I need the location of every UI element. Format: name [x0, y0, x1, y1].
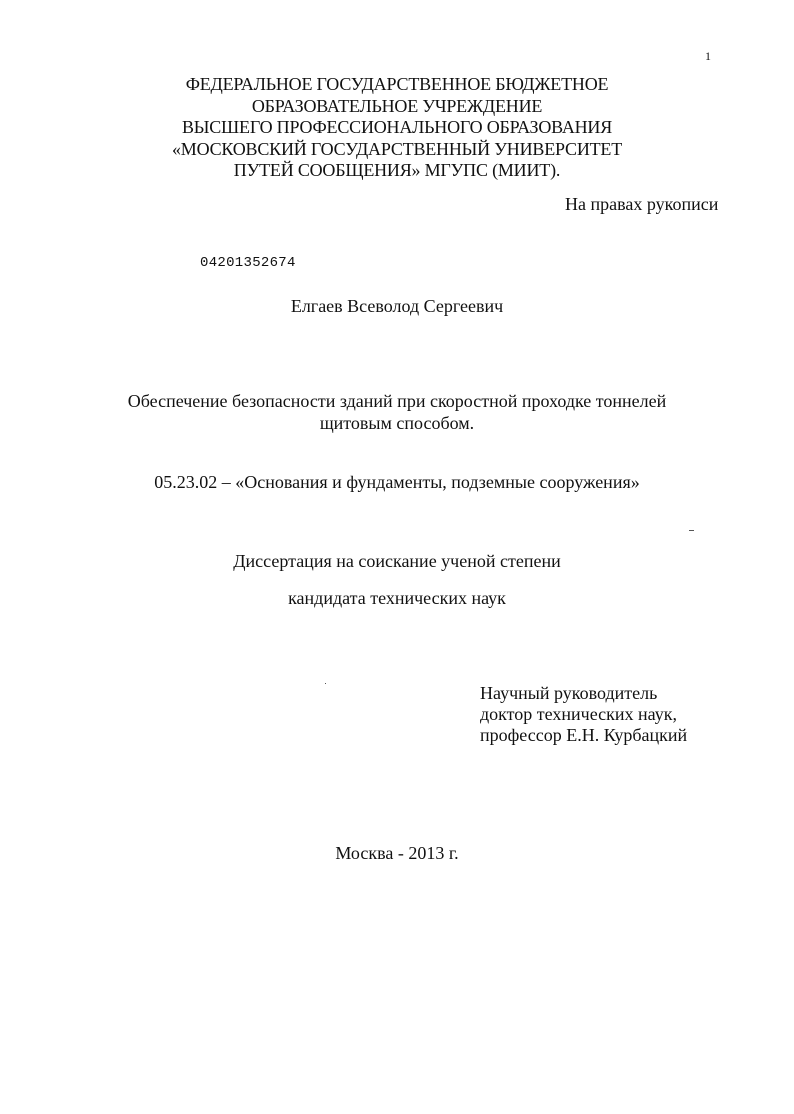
- rights-note: На правах рукописи: [565, 194, 719, 214]
- page-number: 1: [705, 49, 711, 63]
- title-line: щитовым способом.: [319, 413, 475, 433]
- supervisor-block: [480, 683, 687, 746]
- organization-header: [0, 74, 794, 182]
- registry-code: 04201352674: [200, 255, 296, 271]
- organization-line: ФЕДЕРАЛЬНОЕ ГОСУДАРСТВЕННОЕ БЮДЖЕТНОЕ: [185, 74, 609, 94]
- author-name: Елгаев Всеволод Сергеевич: [290, 296, 504, 316]
- organization-line: ОБРАЗОВАТЕЛЬНОЕ УЧРЕЖДЕНИЕ: [251, 95, 543, 116]
- specialty-code: 05.23.02 – «Основания и фундаменты, подземные сооружения»: [154, 472, 640, 492]
- city-year: Москва - 2013 г.: [335, 843, 459, 863]
- supervisor-line: профессор Е.Н. Курбацкий: [480, 725, 688, 745]
- supervisor-line: доктор технических наук,: [480, 704, 677, 724]
- organization-line: ВЫСШЕГО ПРОФЕССИОНАЛЬНОГО ОБРАЗОВАНИЯ: [181, 117, 613, 137]
- scan-speck: [689, 530, 694, 531]
- degree-line-2: кандидата технических наук: [288, 588, 506, 608]
- degree-line-1: Диссертация на соискание ученой степени: [233, 551, 561, 571]
- title-line: Обеспечение безопасности зданий при скоростной проходке тоннелей: [127, 391, 667, 411]
- supervisor-line: Научный руководитель: [480, 683, 658, 703]
- scan-speck: [325, 683, 326, 684]
- organization-line: ПУТЕЙ СООБЩЕНИЯ» МГУПС (МИИТ).: [233, 160, 561, 180]
- organization-line: «МОСКОВСКИЙ ГОСУДАРСТВЕННЫЙ УНИВЕРСИТЕТ: [171, 138, 623, 159]
- dissertation-title: [0, 390, 794, 434]
